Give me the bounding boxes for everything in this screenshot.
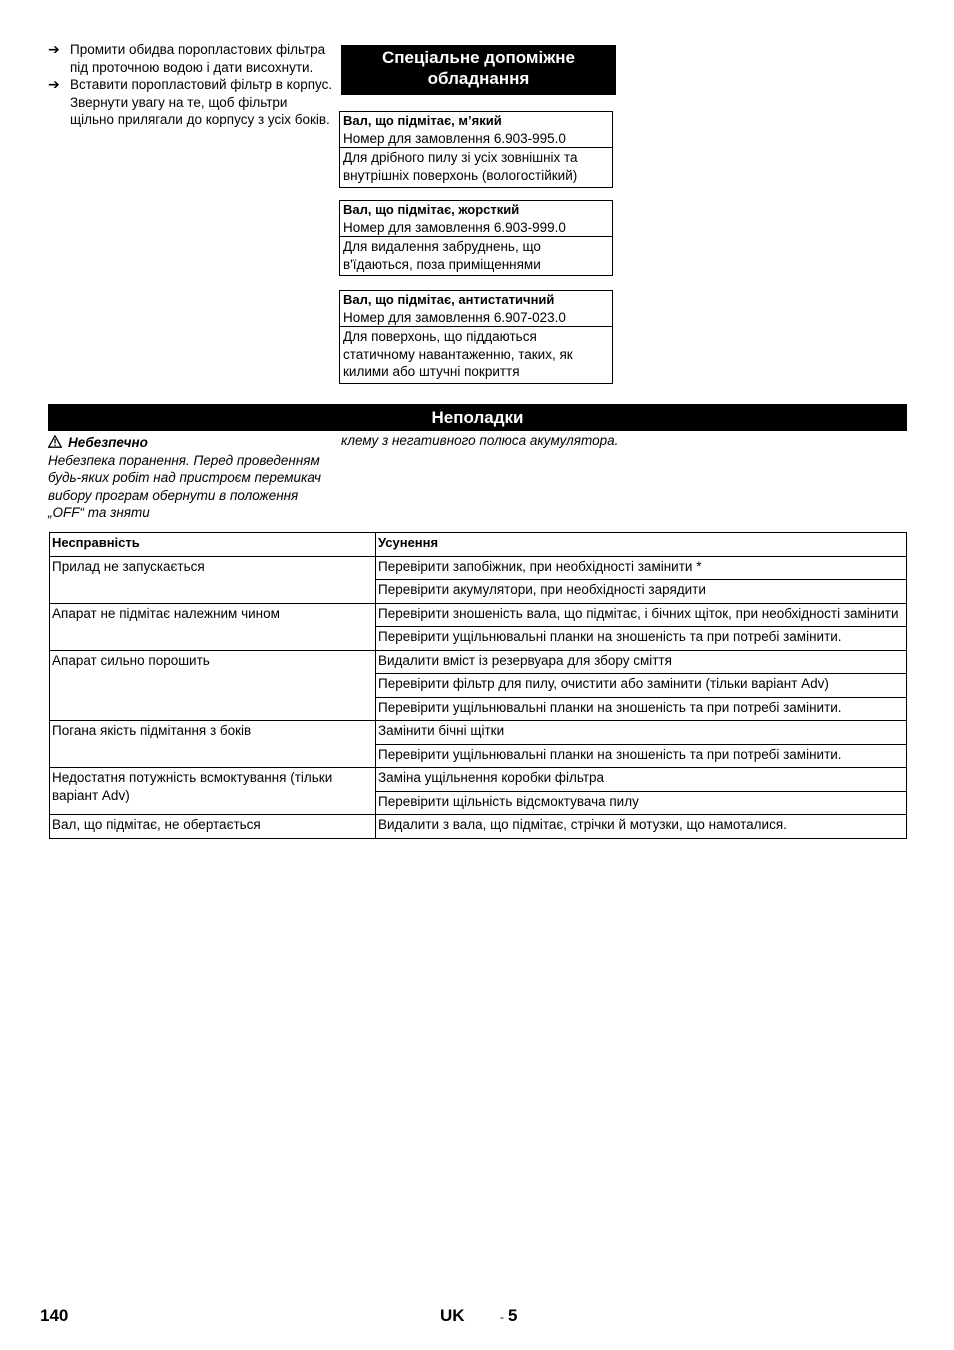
remedy-cell: Перевірити щільність відсмоктувача пилу [376,791,907,815]
column-header-remedy: Усунення [376,533,907,557]
warning-text: Небезпека поранення. Перед проведенням будь-яких робіт над пристроєм перемикач вибору програм обернути в положення „OFF“ та зняти [48,452,321,520]
danger-warning [48,434,333,522]
instruction-text: Промити обидва поропластових фільтра під проточною водою і дати висохнути. [70,42,326,75]
fault-cell: Апарат не підмітає належним чином [50,603,376,650]
remedy-cell: Перевірити фільтр для пилу, очистити або замінити (тільки варіант Adv) [376,674,907,698]
remedy-cell: Перевірити зношеність вала, що підмітає, і бічних щіток, при необхідності замінити [376,603,907,627]
instruction-step [48,41,333,76]
accessory-box [339,200,613,276]
remedy-cell: Перевірити ущільнювальні планки на зношеність та при потребі замінити. [376,744,907,768]
fault-cell: Вал, що підмітає, не обертається [50,815,376,839]
accessory-name: Вал, що підмітає, м’який [343,113,502,128]
accessory-order-number: Номер для замовлення 6.907-023.0 [343,309,566,325]
fault-cell: Недостатня потужність всмоктування (тільки варіант Adv) [50,768,376,815]
accessory-order-number: Номер для замовлення 6.903-995.0 [343,130,566,146]
fault-cell: Апарат сильно порошить [50,650,376,721]
troubleshooting-table [49,532,907,839]
warning-triangle-icon [48,435,62,448]
accessory-description: Для видалення забруднень, що в'їдаються, поза приміщеннями [343,239,541,272]
instruction-step [48,76,333,129]
table-row [50,650,907,674]
table-row [50,815,907,839]
accessory-box [339,111,613,188]
warning-text-continued: клему з негативного полюса акумулятора. [341,433,619,448]
table-row [50,768,907,792]
troubleshooting-heading: Неполадки [48,404,907,431]
language-code: UK [440,1306,465,1325]
table-row [50,603,907,627]
accessories-heading: Спеціальне допоміжне обладнання [341,45,616,95]
accessory-order-number: Номер для замовлення 6.903-999.0 [343,219,566,235]
accessory-box [339,290,613,384]
arrow-right-icon: ➔ [48,41,60,57]
table-header-row [50,533,907,557]
remedy-cell: Замінити бічні щітки [376,721,907,745]
table-row [50,721,907,745]
arrow-right-icon: ➔ [48,76,60,92]
accessory-description: Для дрібного пилу зі усіх зовнішніх та внутрішніх поверхонь (вологостійкий) [343,150,578,183]
fault-cell: Прилад не запускається [50,556,376,603]
remedy-cell: Видалити вміст із резервуара для збору сміття [376,650,907,674]
column-header-fault: Несправність [50,533,376,557]
footer-dash: - [500,1310,504,1324]
cleaning-instructions [48,41,333,129]
remedy-cell: Перевірити ущільнювальні планки на зношеність та при потребі замінити. [376,627,907,651]
accessory-name: Вал, що підмітає, жорсткий [343,202,520,217]
remedy-cell: Перевірити ущільнювальні планки на зношеність та при потребі замінити. [376,697,907,721]
fault-cell: Погана якість підмітання з боків [50,721,376,768]
remedy-cell: Перевірити запобіжник, при необхідності замінити * [376,556,907,580]
accessory-name: Вал, що підмітає, антистатичний [343,292,555,307]
footer-section-num: 5 [508,1306,518,1325]
remedy-cell: Видалити з вала, що підмітає, стрічки й мотузки, що намоталися. [376,815,907,839]
accessory-description: Для поверхонь, що піддаються статичному навантаженню, таких, як килими або штучні покриття [343,329,573,379]
remedy-cell: Заміна ущільнення коробки фільтра [376,768,907,792]
table-row [50,556,907,580]
section-page-number [500,1307,517,1327]
warning-title: Небезпечно [68,435,148,450]
remedy-cell: Перевірити акумулятори, при необхідності зарядити [376,580,907,604]
instruction-text: Вставити поропластовий фільтр в корпус. Звернути увагу на те, щоб фільтри щільно прилягали до корпусу з усіх боків. [70,77,333,127]
page-number: 140 [40,1306,69,1325]
